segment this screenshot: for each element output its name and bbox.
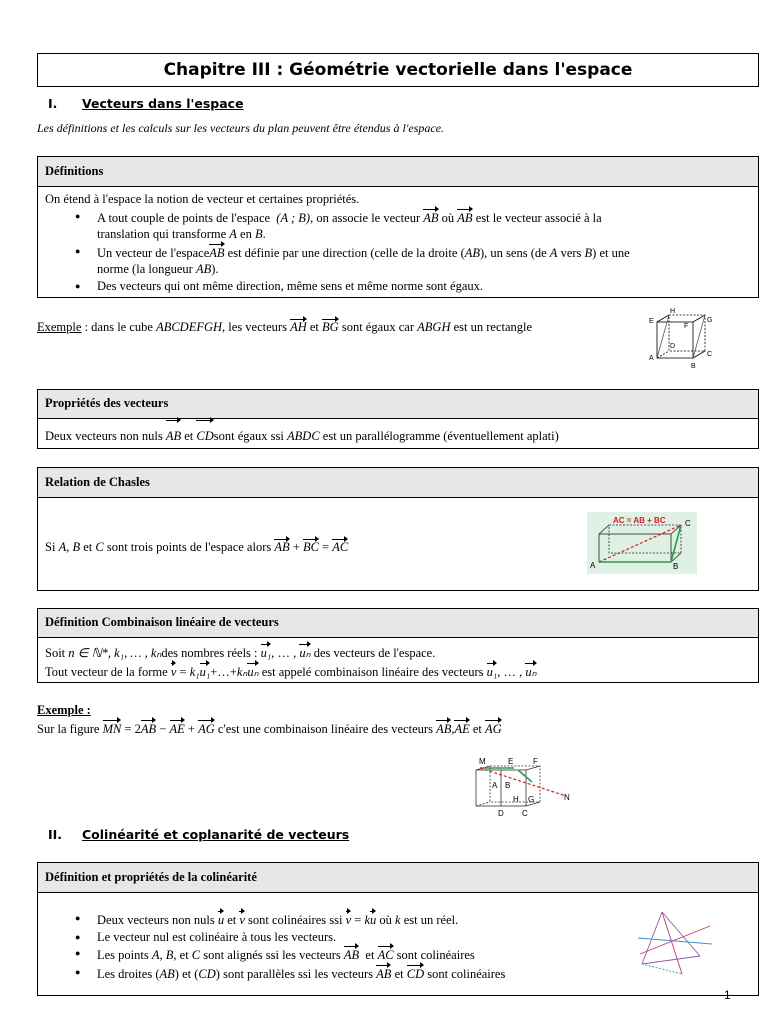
mn-label: C xyxy=(522,809,528,818)
mn-label: A xyxy=(492,781,498,790)
section-number: II. xyxy=(48,827,63,842)
cube-figure xyxy=(644,306,716,372)
properties-body: Deux vecteurs non nuls AB et CDsont égaux ssi ABDC est un parallélogramme (éventuellement aplati) xyxy=(38,419,758,451)
mn-label: D xyxy=(498,809,504,818)
mn-label: H xyxy=(513,795,519,804)
mn-label: G xyxy=(528,795,535,804)
chasles-body: Si A, B et C sont trois points de l'espace alors AB + BC = AC xyxy=(45,540,349,554)
cube-label: H xyxy=(670,308,676,315)
section-title: Colinéarité et coplanarité de vecteurs xyxy=(82,827,350,842)
list-item: ● Un vecteur de l'espaceAB est définie par une direction (celle de la droite (AB), un sens (de A vers B) et une norme (la longueur AB). xyxy=(45,243,751,278)
example-2-text: Sur la figure MN = 2AB − AE + AG c'est une combinaison linéaire des vecteurs AB,AE et AG xyxy=(37,719,502,738)
mn-label: B xyxy=(505,781,511,790)
list-item: ● Des vecteurs qui ont même direction, même sens et même norme sont égaux. xyxy=(45,278,751,295)
chasles-label: B xyxy=(673,562,679,571)
mn-figure xyxy=(470,756,576,820)
properties-box xyxy=(37,389,759,449)
definitions-body xyxy=(38,187,758,294)
combination-heading: Définition Combinaison linéaire de vecteurs xyxy=(38,609,758,638)
example-1: Exemple : dans le cube ABCDEFGH, les vecteurs AH et BG sont égaux car ABGH est un rectangle xyxy=(37,320,533,334)
section-heading-2 xyxy=(48,827,349,842)
combination-line-1: Soit n ∈ ℕ*, k₁, … , kₙdes nombres réels : u₁, … , uₙ des vecteurs de l'espace. xyxy=(45,643,751,662)
combination-box xyxy=(37,608,759,683)
definitions-list xyxy=(45,208,751,295)
cube-label: F xyxy=(684,323,689,330)
page-number: 1 xyxy=(724,988,731,1002)
cube-label: A xyxy=(649,355,654,362)
mn-label: M xyxy=(479,757,486,766)
example-2-label: Exemple : xyxy=(37,703,91,717)
list-item: ● Les droites (AB) et (CD) sont parallèles ssi les vecteurs AB et CD sont colinéaires xyxy=(45,964,751,983)
mn-label: N xyxy=(564,793,570,802)
section-heading-1 xyxy=(48,96,244,111)
combination-line-2: Tout vecteur de la forme v = k₁u₁+…+kₙuₙ est appelé combinaison linéaire des vecteurs u₁, … , uₙ xyxy=(45,662,751,681)
chapter-title: Chapitre III : Géométrie vectorielle dans l'espace xyxy=(37,53,759,87)
chasles-label: C xyxy=(685,519,691,528)
definitions-line: On étend à l'espace la notion de vecteur et certaines propriétés. xyxy=(45,192,360,206)
intro-text: Les définitions et les calculs sur les vecteurs du plan peuvent être étendus à l'espace. xyxy=(37,121,445,135)
cube-label: C xyxy=(707,351,713,358)
list-item: ● A tout couple de points de l'espace (A ; B), on associe le vecteur AB où AB est le vecteur associé à la translation qui transforme A en B. xyxy=(45,208,751,243)
combination-body xyxy=(38,638,758,681)
section-title: Vecteurs dans l'espace xyxy=(82,96,244,111)
chasles-heading: Relation de Chasles xyxy=(38,468,758,498)
cube-label: B xyxy=(691,363,696,370)
section-number: I. xyxy=(48,96,58,111)
colinearity-figure xyxy=(636,908,714,980)
definitions-heading: Définitions xyxy=(38,157,758,187)
list-item: ● Le vecteur nul est colinéaire à tous les vecteurs. xyxy=(45,929,751,946)
properties-heading: Propriétés des vecteurs xyxy=(38,390,758,419)
list-item: ● Deux vecteurs non nuls u et v sont colinéaires ssi v = ku où k est un réel. xyxy=(45,910,751,929)
cube-label: D xyxy=(670,343,676,350)
colinearity-heading: Définition et propriétés de la colinéarité xyxy=(38,863,758,893)
chasles-formula: AC = AB + BC xyxy=(613,516,666,525)
mn-label: E xyxy=(508,757,514,766)
cube-label: G xyxy=(707,317,713,324)
chasles-label: A xyxy=(590,561,596,570)
list-item: ● Les points A, B, et C sont alignés ssi les vecteurs AB et AC sont colinéaires xyxy=(45,945,751,964)
chasles-figure xyxy=(587,512,697,574)
mn-label: F xyxy=(533,757,538,766)
definitions-box xyxy=(37,156,759,298)
example-2 xyxy=(37,702,502,738)
cube-label: E xyxy=(649,318,654,325)
